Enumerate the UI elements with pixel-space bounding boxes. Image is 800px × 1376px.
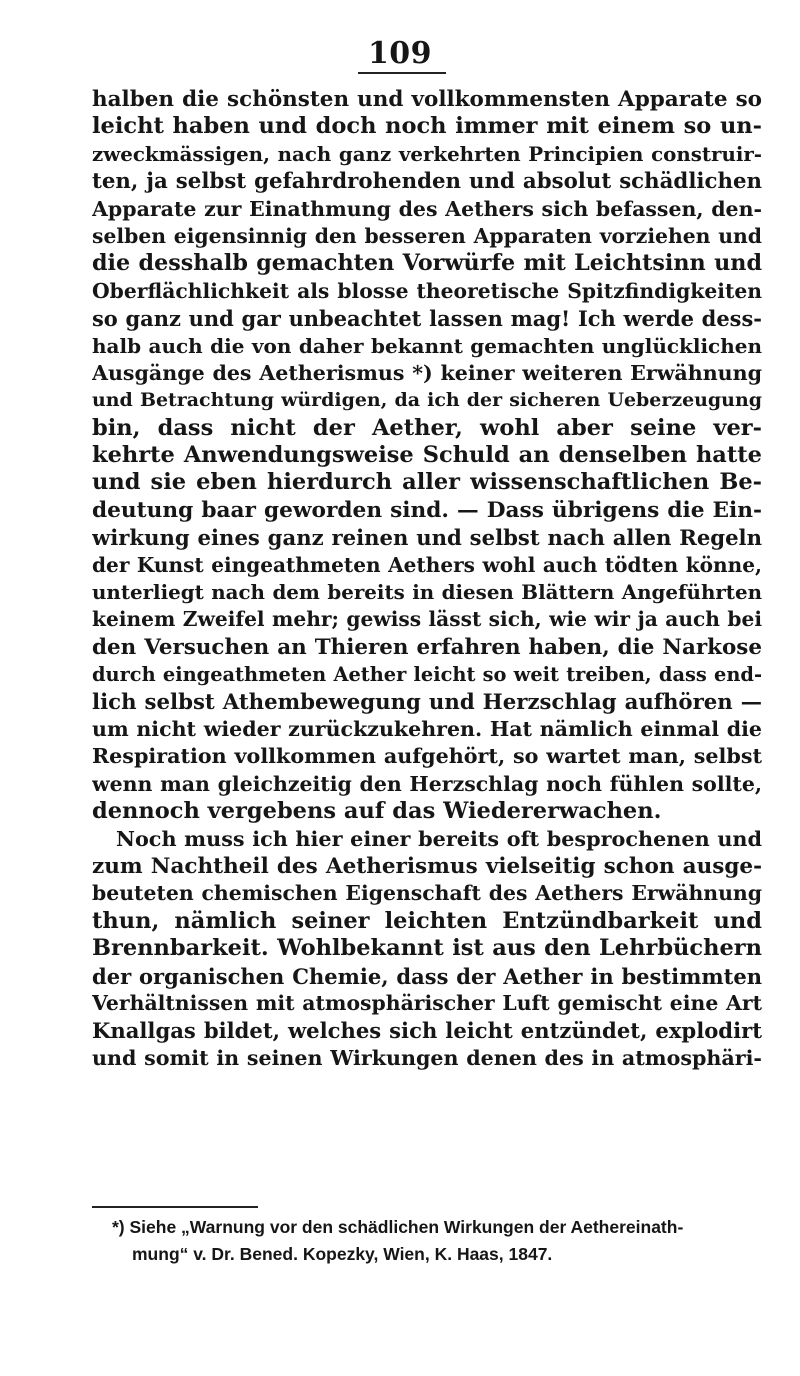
- text-line: lich selbst Athembewegung und Herzschlag aufhören —: [92, 689, 762, 715]
- text-line: Knallgas bildet, welches sich leicht entzündet, explodirt: [92, 1018, 762, 1044]
- footnote-rule: [92, 1206, 258, 1208]
- text-line-with-footnote-marker: Ausgänge des Aetherismus *) keiner weiteren Erwähnung: [92, 360, 762, 385]
- text-line: so ganz und gar unbeachtet lassen mag! Ich werde dess-: [92, 306, 762, 332]
- text-line: zweckmässigen, nach ganz verkehrten Principien construir-: [92, 141, 762, 166]
- paragraph-end-line: dennoch vergebens auf das Wiedererwachen.: [92, 798, 662, 825]
- text-line: bin, dass nicht der Aether, wohl aber seine ver-: [92, 414, 762, 441]
- text-line: wirkung eines ganz reinen und selbst nach allen Regeln: [92, 525, 762, 551]
- text-line: ten, ja selbst gefahrdrohenden und absolut schädlichen: [92, 169, 762, 195]
- text-line: halb auch die von daher bekannt gemachten unglücklichen: [92, 333, 762, 358]
- text-line: Respiration vollkommen aufgehört, so wartet man, selbst: [92, 744, 762, 769]
- page-number: 109: [367, 36, 433, 71]
- text-line: Verhältnissen mit atmosphärischer Luft gemischt eine Art: [92, 990, 762, 1015]
- text-line: keinem Zweifel mehr; gewiss lässt sich, wie wir ja auch bei: [92, 607, 762, 632]
- footnote-line: *) Siehe „Warnung vor den schädlichen Wirkungen der Aethereinath-: [112, 1217, 684, 1237]
- footnote-line: mung“ v. Dr. Bened. Kopezky, Wien, K. Haas, 1847.: [132, 1244, 553, 1264]
- text-line: wenn man gleichzeitig den Herzschlag noch fühlen sollte,: [92, 771, 762, 796]
- text-line: selben eigensinnig den besseren Apparaten vorziehen und: [92, 223, 762, 248]
- footnote: [112, 1214, 762, 1268]
- text-line: beuteten chemischen Eigenschaft des Aethers Erwähnung: [92, 881, 762, 906]
- text-line: unterliegt nach dem bereits in diesen Blättern Angeführten: [92, 580, 762, 605]
- header-rule: [358, 72, 446, 74]
- text-line: und sie eben hierdurch aller wissenschaftlichen Be-: [92, 469, 762, 496]
- text-line: den Versuchen an Thieren erfahren haben, die Narkose: [92, 634, 762, 660]
- text-line: thun, nämlich seiner leichten Entzündbarkeit und: [92, 907, 762, 934]
- text-line: Oberflächlichkeit als blosse theoretische Spitzfindigkeiten: [92, 278, 762, 303]
- text-line: leicht haben und doch noch immer mit einem so un-: [92, 113, 762, 140]
- text-line: Brennbarkeit. Wohlbekannt ist aus den Lehrbüchern: [92, 935, 762, 962]
- text-line: zum Nachtheil des Aetherismus vielseitig schon ausge-: [92, 853, 762, 879]
- text-line: halben die schönsten und vollkommensten Apparate so: [92, 87, 762, 112]
- text-line: kehrte Anwendungsweise Schuld an denselben hatte: [92, 442, 762, 469]
- text-line: Apparate zur Einathmung des Aethers sich befassen, den-: [92, 196, 762, 221]
- paragraph-start-line: Noch muss ich hier einer bereits oft besprochenen und: [116, 826, 762, 851]
- text-line: der Kunst eingeathmeten Aethers wohl auch tödten könne,: [92, 552, 762, 577]
- body-text: [92, 86, 762, 1072]
- text-line: deutung baar geworden sind. — Dass übrigens die Ein-: [92, 497, 762, 523]
- text-line: um nicht wieder zurückzukehren. Hat nämlich einmal die: [92, 716, 762, 741]
- text-line: und Betrachtung würdigen, da ich der sicheren Ueberzeugung: [92, 389, 762, 412]
- text-line: die desshalb gemachten Vorwürfe mit Leichtsinn und: [92, 250, 762, 277]
- text-line: und somit in seinen Wirkungen denen des in atmosphäri-: [92, 1045, 762, 1070]
- text-line: durch eingeathmeten Aether leicht so weit treiben, dass end-: [92, 663, 762, 687]
- text-line: der organischen Chemie, dass der Aether in bestimmten: [92, 963, 762, 989]
